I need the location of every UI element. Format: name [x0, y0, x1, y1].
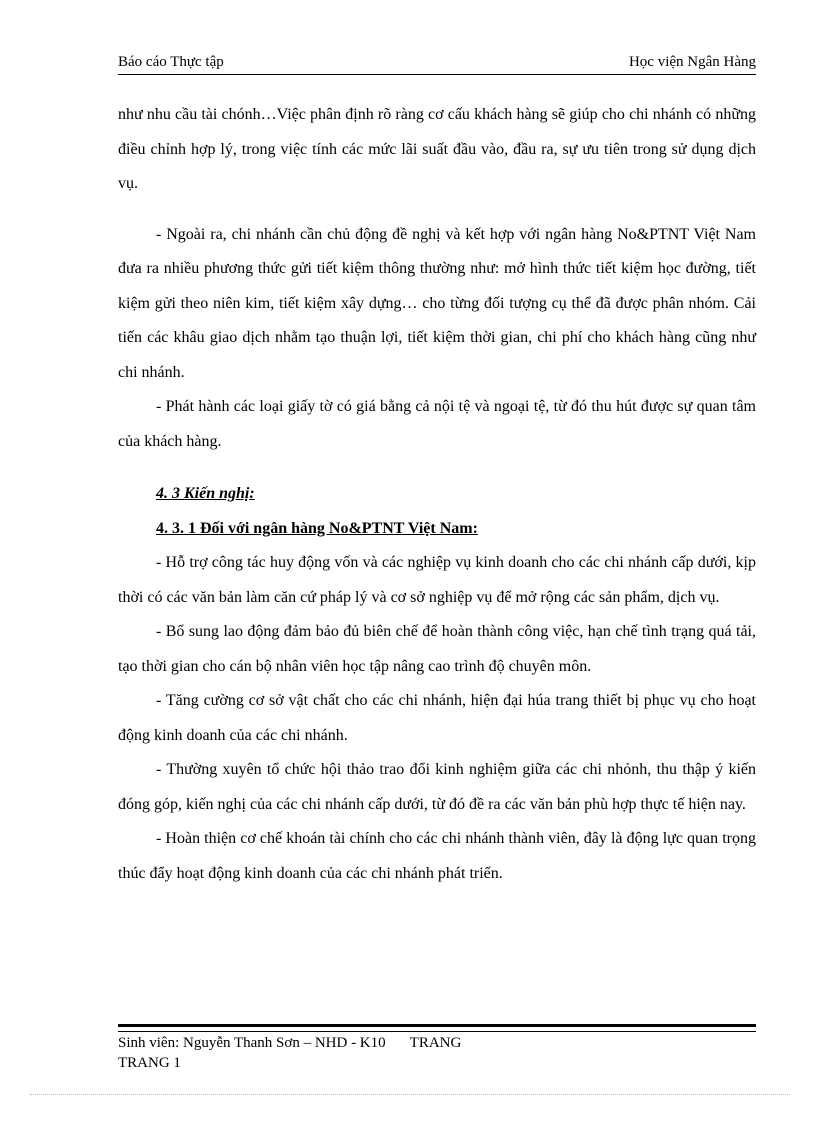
- paragraph-savings-methods: - Ngoài ra, chi nhánh cần chủ động đề nghị và kết hợp với ngân hàng No&PTNT Việt Nam đưa ra nhiều phương thức gửi tiết kiệm thông thường như: mở hình thức tiết kiệm học đường, tiết kiệm gửi theo niên kim, tiết kiệm xây dựng… cho từng đối tượng cụ thể đã được phân nhóm. Cải tiến các khâu giao dịch nhằm tạo thuận lợi, tiết kiệm thời gian, chi phí cho khách hàng cũng như chi nhánh.: [118, 225, 756, 381]
- footer-student: Sinh viên: Nguyễn Thanh Sơn – NHD - K10: [118, 1035, 386, 1051]
- recommendation-item: - Hoàn thiện cơ chế khoán tài chính cho các chi nhánh thành viên, đây là động lực quan trọng thúc đẩy hoạt động kinh doanh của các chi nhánh phát triển.: [118, 830, 756, 882]
- footer-trang-label: TRANG: [409, 1035, 462, 1051]
- section-heading: 4. 3 Kiến nghị:: [156, 485, 255, 502]
- footer-divider: [118, 1024, 756, 1032]
- recommendation-item: - Thường xuyên tổ chức hội thảo trao đổi kinh nghiệm giữa các chi nhỏnh, thu thập ý kiến đóng góp, kiến nghị của các chi nhánh cấp dưới, từ đó đề ra các văn bản phù hợp thực tế hiện nay.: [118, 761, 756, 813]
- page-footer: [118, 1033, 756, 1073]
- header-report-title: Báo cáo Thực tập: [118, 54, 224, 70]
- recommendation-item: - Hỗ trợ công tác huy động vốn và các nghiệp vụ kinh doanh cho các chi nhánh cấp dưới, kịp thời có các văn bản làm căn cứ pháp lý và cơ sở nghiệp vụ để mở rộng các sản phẩm, dịch vụ.: [118, 554, 756, 606]
- paragraph-continuation: như nhu cầu tài chónh…Việc phân định rõ ràng cơ cấu khách hàng sẽ giúp cho chi nhánh có những điều chỉnh hợp lý, trong việc tính các mức lãi suất đầu vào, đầu ra, sự ưu tiên trong sử dụng dịch vụ.: [118, 106, 756, 192]
- recommendation-item: - Tăng cường cơ sở vật chất cho các chi nhánh, hiện đại húa trang thiết bị phục vụ cho hoạt động kinh doanh của các chi nhánh.: [118, 692, 756, 744]
- paragraph-valuable-papers: - Phát hành các loại giấy tờ có giá bằng cả nội tệ và ngoại tệ, từ đó thu hút được sự quan tâm của khách hàng.: [118, 398, 756, 450]
- footer-page-number: TRANG 1: [118, 1055, 181, 1071]
- subsection-heading: 4. 3. 1 Đối với ngân hàng No&PTNT Việt Nam:: [156, 519, 478, 537]
- page-edge-divider: [30, 1094, 790, 1095]
- recommendation-item: - Bổ sung lao động đảm bảo đủ biên chế để hoàn thành công việc, hạn chế tình trạng quá tải, tạo thời gian cho cán bộ nhân viên học tập nâng cao trình độ chuyên môn.: [118, 623, 756, 675]
- header-institution: Học viện Ngân Hàng: [628, 54, 756, 70]
- page-header: [118, 50, 756, 76]
- document-body: [118, 98, 756, 891]
- header-divider: [118, 74, 756, 75]
